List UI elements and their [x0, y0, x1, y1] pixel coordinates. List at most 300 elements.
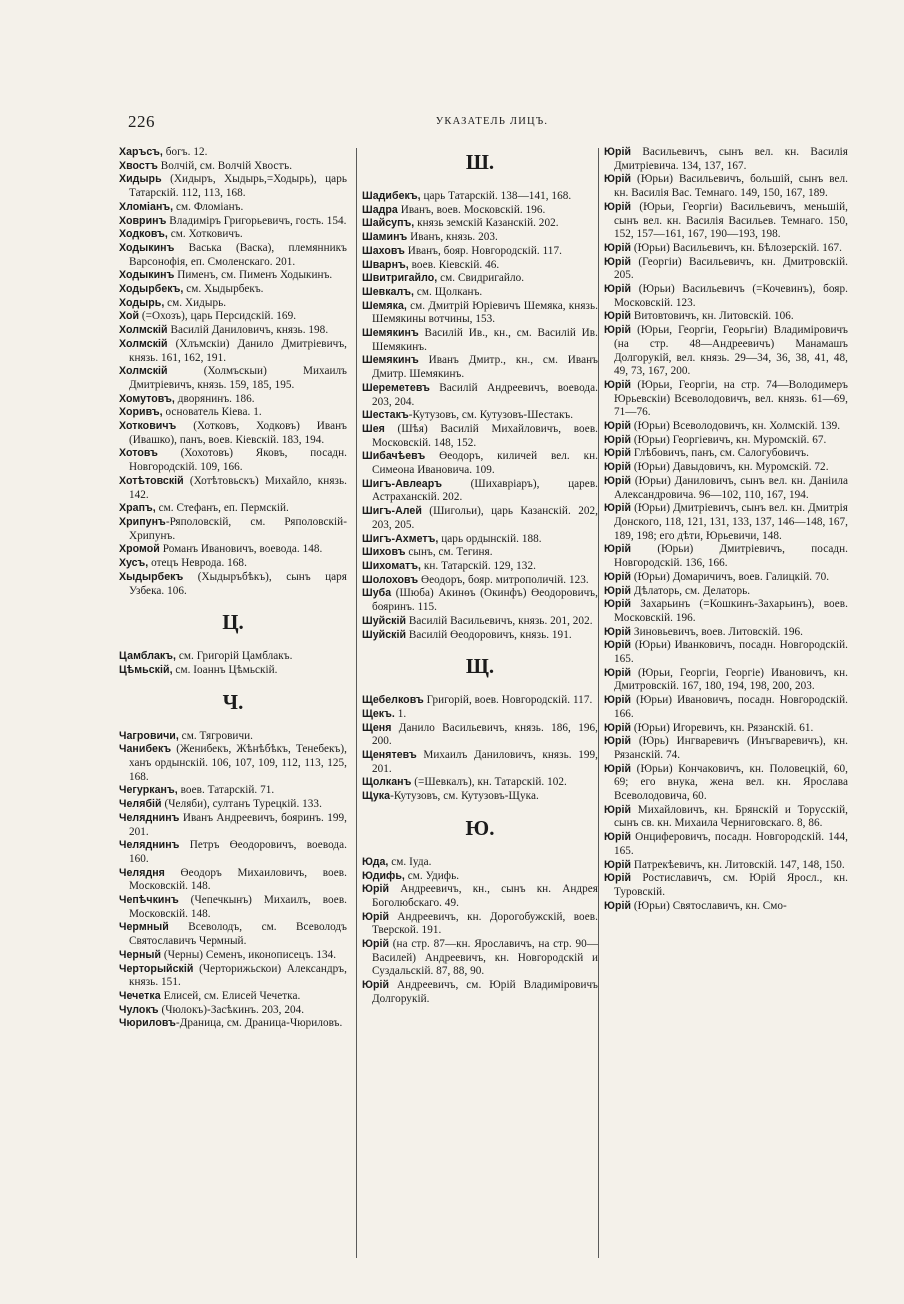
- entry-headword: Холмскій: [119, 337, 168, 350]
- index-entry: [362, 615, 598, 629]
- entry-text: Өеодоръ, бояр. митрополичій. 123.: [418, 573, 589, 586]
- entry-text: (Хлъмскіи) Данило Дмитріевичъ, князь. 161, 162, 191.: [129, 337, 347, 364]
- index-entry: [119, 310, 347, 324]
- entry-text: кн. Татарскій. 129, 132.: [421, 559, 536, 572]
- entry-headword: Шадибекъ,: [362, 190, 421, 202]
- index-entry: [119, 784, 347, 798]
- entry-headword: Юрій: [604, 255, 632, 268]
- entry-headword: Шаховъ: [362, 244, 405, 257]
- index-entry: [119, 173, 347, 200]
- entry-text: см. Дмитрій Юріевичъ Шемяка, князь. Шемякины вотчины, 153.: [372, 299, 598, 326]
- entry-text: Иванъ, воев. Московскій. 196.: [397, 203, 546, 216]
- index-entry: [362, 629, 598, 643]
- entry-headword: Челядня: [119, 866, 165, 879]
- entry-text: (Шихавріаръ), царев. Астраханскій. 202.: [372, 477, 598, 504]
- index-column-1: [119, 146, 347, 1274]
- section-letter: Ю.: [465, 815, 495, 840]
- entry-text: Василій Ив., кн., см. Василій Ив. Шемякинъ.: [372, 327, 598, 353]
- entry-text: Романъ Ивановичъ, воевода. 148.: [159, 543, 323, 556]
- index-entry: [604, 201, 848, 242]
- column-divider: [598, 148, 599, 1258]
- entry-headword: Храпъ,: [119, 502, 156, 515]
- index-entry: [362, 911, 598, 938]
- index-entry: [119, 664, 347, 678]
- entry-headword: Юрій: [604, 474, 632, 487]
- index-entry: [119, 730, 347, 744]
- index-entry: [362, 560, 598, 574]
- index-entry: [604, 475, 848, 502]
- index-entry: [362, 231, 598, 245]
- entry-text: (Шѣя) Василій Михайловичъ, воев. Московскій. 148, 152.: [372, 422, 598, 449]
- index-entry: [604, 900, 848, 914]
- entry-text: Иванъ Дмитр., кн., см. Иванъ Дмитр. Шемякинъ.: [372, 354, 598, 381]
- index-entry: [604, 722, 848, 736]
- entry-text: царь ордынскій. 188.: [438, 532, 542, 545]
- entry-headword: Хусъ,: [119, 557, 149, 570]
- entry-text: Василій Даниловичъ, князь. 198.: [167, 324, 329, 337]
- entry-text: царь Татарскій. 138—141, 168.: [420, 190, 572, 202]
- entry-text: (Хотковъ, Ходковъ) Иванъ (Ивашко), панъ, воев. Кіевскій. 183, 194.: [129, 420, 347, 446]
- entry-text: Григорій, воев. Новгородскій. 117.: [423, 694, 593, 707]
- entry-text: Волчій, см. Волчій Хвостъ.: [157, 159, 293, 172]
- entry-text: Зиновьевичъ, воев. Литовскій. 196.: [631, 625, 803, 638]
- entry-headword: Чегурканъ,: [119, 784, 178, 797]
- entry-headword: Юрій: [604, 420, 632, 433]
- index-entry: [604, 379, 848, 420]
- entry-text: сынъ, см. Тегиня.: [405, 546, 493, 559]
- entry-text: см. Хидырь.: [164, 296, 227, 309]
- index-entry: [362, 272, 598, 286]
- entry-text: см. Іоаннъ Цѣмьскій.: [172, 663, 278, 676]
- index-entry: [604, 859, 848, 873]
- index-entry: [119, 516, 347, 543]
- index-entry: [362, 245, 598, 259]
- entry-headword: Юда,: [362, 855, 389, 868]
- entry-headword: Ходыкинъ: [119, 269, 175, 282]
- entry-headword: Челяднинъ: [119, 811, 180, 824]
- index-entry: [362, 790, 598, 804]
- entry-text: (Чюлокъ)-Засѣкинъ. 203, 204.: [158, 1003, 305, 1016]
- index-entry: [119, 1004, 347, 1018]
- entry-text: (Шюба) Акинөъ (Окинфъ) Өеодоровичъ, бояринъ. 115.: [372, 587, 598, 614]
- index-entry: [604, 434, 848, 448]
- index-entry: [604, 872, 848, 899]
- entry-headword: Цамблакъ,: [119, 650, 177, 663]
- entry-text: см. Григорій Цамблакъ.: [176, 650, 293, 663]
- index-entry: [119, 420, 347, 447]
- index-entry: [119, 283, 347, 297]
- entry-text: Өеодоръ Михаиловичъ, воев. Московскій. 148.: [129, 866, 347, 893]
- entry-text: Васильевичъ, сынъ вел. кн. Василія Дмитріевича. 134, 137, 167.: [614, 146, 848, 172]
- index-entry: [604, 283, 848, 310]
- index-entry: [362, 856, 598, 870]
- entry-headword: Юрій: [604, 447, 632, 460]
- entry-headword: Юрій: [604, 584, 632, 597]
- entry-text: см. Хыдырбекъ.: [183, 283, 264, 296]
- entry-headword: Чулокъ: [119, 1003, 159, 1016]
- index-entry: [604, 571, 848, 585]
- entry-text: (Юрьи, Георгіи, Георгіе) Ивановичъ, кн. Дмитровскій. 167, 180, 194, 198, 200, 203.: [614, 666, 848, 693]
- entry-headword: Шемяка,: [362, 299, 407, 312]
- entry-text: Андреевичъ, кн., сынъ кн. Андрея Боголюбскаго. 49.: [372, 883, 598, 909]
- index-entry: [362, 574, 598, 588]
- index-entry: [119, 743, 347, 784]
- entry-text: Онциферовичъ, посадн. Новгородскій. 144, 165.: [614, 831, 848, 857]
- index-column-3: [604, 146, 848, 1274]
- index-entry: [119, 242, 347, 269]
- entry-text: Васька (Васка), племянникъ Варсонофія, еп. Смоленскаго. 201.: [129, 241, 347, 268]
- index-entry: [362, 708, 598, 722]
- entry-text: (Юрьи) Кончаковичъ, кн. Половецкій, 60, 69; его внука, жена вел. кн. Ярослава Всеволодовича, 60.: [614, 762, 848, 803]
- entry-headword: Шибачѣевъ: [362, 450, 426, 463]
- page-number: 226: [128, 112, 155, 131]
- index-entry: [362, 300, 598, 327]
- entry-headword: Черный: [119, 948, 162, 961]
- entry-text: 1.: [394, 707, 407, 720]
- entry-headword: Юрій: [604, 543, 632, 556]
- index-entry: [604, 585, 848, 599]
- entry-headword: Черторыйскій: [119, 962, 194, 975]
- entry-text: (Юрьи) Давыдовичъ, кн. Муромскій. 72.: [631, 461, 829, 474]
- entry-headword: Щенятевъ: [362, 749, 417, 762]
- entry-headword: Юрій: [604, 872, 632, 885]
- entry-text: Владиміръ Григорьевичъ, гость. 154.: [166, 214, 347, 227]
- entry-text: князь земскій Казанскій. 202.: [414, 217, 559, 230]
- entry-text: (Черторижьскои) Александръ, князь. 151.: [129, 962, 347, 989]
- entry-text: см. Хотковичъ.: [167, 228, 243, 241]
- entry-text: (Хотѣтовьскъ) Михайло, князь. 142.: [129, 474, 347, 501]
- index-entry: [362, 694, 598, 708]
- index-entry: [362, 938, 598, 979]
- index-entry: [362, 505, 598, 532]
- entry-headword: Челяднинъ: [119, 839, 180, 852]
- index-entry: [362, 587, 598, 614]
- entry-headword: Шигъ-Ахметъ,: [362, 532, 439, 545]
- index-entry: [119, 393, 347, 407]
- entry-headword: Юрій: [604, 570, 632, 583]
- index-entry: [362, 409, 598, 423]
- index-entry: [119, 475, 347, 502]
- entry-headword: Шадра: [362, 203, 398, 216]
- entry-text: Патрекѣевичъ, кн. Литовскій. 147, 148, 150.: [631, 858, 845, 871]
- index-entry: [604, 626, 848, 640]
- entry-headword: Шуба: [362, 587, 392, 600]
- index-entry: [604, 461, 848, 475]
- index-entry: [604, 173, 848, 200]
- index-entry: [119, 571, 347, 598]
- entry-headword: Юрій: [362, 938, 390, 951]
- entry-text: Глѣбовичъ, панъ, см. Салогубовичъ.: [631, 447, 809, 460]
- index-entry: [119, 215, 347, 229]
- entry-headword: Юрій: [604, 762, 632, 775]
- entry-text: (Юрьи) Дмитріевичъ, посадн. Новгородскій. 136, 166.: [614, 543, 848, 570]
- entry-headword: Хотѣтовскій: [119, 474, 184, 487]
- entry-headword: Шайсупъ,: [362, 217, 415, 230]
- entry-text: (=Шевкалъ), кн. Татарскій. 102.: [411, 776, 567, 789]
- index-entry: [604, 667, 848, 694]
- index-entry: [362, 478, 598, 505]
- entry-text: см. Удифь.: [404, 869, 460, 882]
- entry-headword: Юрій: [604, 803, 632, 816]
- index-entry: [604, 598, 848, 625]
- entry-text: воев. Кіевскій. 46.: [408, 258, 500, 271]
- index-entry: [604, 447, 848, 461]
- entry-headword: Хромой: [119, 543, 160, 556]
- entry-headword: Юрій: [604, 283, 632, 296]
- entry-text: (Юрьи, Георгіи, на стр. 74—Володимеръ Юрьевскіи) Всеволодовичъ, вел. князь. 61—69, 71—76.: [614, 378, 848, 419]
- entry-headword: Юрій: [362, 883, 390, 896]
- entry-text: Данило Васильевичъ, князь. 186, 196, 200.: [372, 721, 598, 748]
- entry-headword: Харъсъ,: [119, 146, 163, 158]
- index-entry: [119, 963, 347, 990]
- entry-headword: Юрій: [604, 200, 632, 213]
- index-entry: [362, 533, 598, 547]
- entry-headword: Чагровичи,: [119, 729, 179, 742]
- index-entry: [362, 776, 598, 790]
- entry-headword: Хидырь: [119, 173, 162, 186]
- index-entry: [119, 894, 347, 921]
- entry-headword: Хрипунъ: [119, 515, 166, 528]
- entry-headword: Хотковичъ: [119, 420, 177, 433]
- entry-headword: Юрій: [604, 502, 632, 515]
- entry-text: дворянинъ. 186.: [174, 392, 255, 405]
- index-entry: [119, 543, 347, 557]
- entry-text: отецъ Неврода. 168.: [148, 557, 247, 570]
- index-entry: [604, 310, 848, 324]
- index-entry: [362, 217, 598, 231]
- entry-headword: Шуйскій: [362, 628, 407, 641]
- index-entry: [119, 406, 347, 420]
- index-entry: [362, 870, 598, 884]
- entry-text: (Юрьи) Даниловичъ, сынъ вел. кн. Даніила Александровича. 96—102, 110, 167, 194.: [614, 474, 848, 501]
- entry-headword: Юрій: [604, 461, 632, 474]
- entry-headword: Ходырь,: [119, 296, 165, 309]
- index-entry: [604, 146, 848, 173]
- index-entry: [119, 447, 347, 474]
- index-entry: [362, 546, 598, 560]
- index-entry: [604, 324, 848, 379]
- entry-headword: Цѣмьскій,: [119, 663, 173, 676]
- index-entry: [119, 990, 347, 1004]
- entry-headword: Щука: [362, 790, 391, 803]
- entry-text: -Кутузовъ, см. Кутузовъ-Щука.: [390, 790, 539, 803]
- entry-headword: Щекъ.: [362, 707, 395, 720]
- index-entry: [604, 639, 848, 666]
- entry-text: (Юрьи) Ивановичъ, посадн. Новгородскій. 166.: [614, 694, 848, 720]
- index-entry: [604, 763, 848, 804]
- entry-headword: Хыдырбекъ: [119, 570, 184, 583]
- index-entry: [362, 450, 598, 477]
- index-entry: [119, 1017, 347, 1031]
- entry-headword: Ходырбекъ,: [119, 283, 184, 296]
- entry-headword: Ходковъ,: [119, 228, 168, 241]
- entry-headword: Юрій: [604, 378, 632, 391]
- entry-headword: Хомутовъ,: [119, 392, 175, 405]
- index-entry: [604, 804, 848, 831]
- entry-headword: Юрій: [604, 324, 632, 337]
- index-entry: [119, 160, 347, 174]
- entry-headword: Хвостъ: [119, 159, 158, 172]
- index-entry: [119, 297, 347, 311]
- entry-text: (Юрьи) Всеволодовичъ, кн. Холмскій. 139.: [631, 420, 841, 433]
- index-entry: [119, 867, 347, 894]
- entry-text: (=Охозъ), царь Персидскій. 169.: [139, 310, 297, 323]
- entry-headword: Чермный: [119, 921, 169, 934]
- entry-headword: Юрій: [604, 639, 632, 652]
- entry-text: (Холмъскыи) Михаилъ Дмитріевичъ, князь. 159, 185, 195.: [129, 365, 347, 391]
- entry-text: (Чепечкынъ) Михаилъ, воев. Московскій. 148.: [129, 894, 347, 920]
- entry-text: (Юрьи) Васильевичъ (=Кочевинъ), бояр. Московскій. 123.: [614, 283, 848, 309]
- index-entry: [119, 650, 347, 664]
- entry-headword: Шереметевъ: [362, 381, 430, 394]
- index-entry: [119, 324, 347, 338]
- entry-headword: Холмскій: [119, 324, 168, 337]
- index-entry: [119, 921, 347, 948]
- entry-headword: Ходыкинъ: [119, 241, 175, 254]
- entry-headword: Юрій: [362, 910, 390, 923]
- entry-text: см. Стефанъ, еп. Пермскій.: [155, 502, 289, 515]
- entry-text: см. Іуда.: [388, 855, 432, 868]
- entry-text: Елисей, см. Елисей Чечетка.: [160, 989, 301, 1002]
- entry-headword: Юрій: [604, 625, 632, 638]
- section-letter: Ш.: [465, 150, 495, 174]
- entry-text: Василій Өеодоровичъ, князь. 191.: [406, 628, 572, 641]
- entry-headword: Юрій: [604, 666, 632, 679]
- entry-headword: Юрій: [604, 310, 632, 323]
- entry-headword: Юрій: [604, 735, 632, 748]
- entry-headword: Шиховъ: [362, 546, 406, 559]
- entry-headword: Шварнъ,: [362, 258, 409, 271]
- index-entry: [119, 798, 347, 812]
- section-letter: Щ.: [465, 654, 495, 679]
- entry-text: (Хидыръ, Хыдырь,=Ходырь), царь Татарскій. 112, 113, 168.: [129, 173, 347, 200]
- entry-headword: Хотовъ: [119, 447, 158, 460]
- entry-text: (Георгіи) Васильевичъ, кн. Дмитровскій. 205.: [614, 255, 848, 282]
- entry-headword: Швитригайло,: [362, 272, 438, 285]
- entry-headword: Шея: [362, 422, 385, 435]
- index-entry: [362, 204, 598, 218]
- index-entry: [119, 338, 347, 365]
- entry-headword: Юрій: [604, 721, 632, 734]
- index-entry: [119, 839, 347, 866]
- entry-headword: Шемякинъ: [362, 327, 419, 340]
- entry-headword: Шевкалъ,: [362, 285, 415, 298]
- column-divider: [356, 148, 357, 1258]
- entry-text: Петръ Өеодоровичъ, воевода. 160.: [129, 839, 347, 865]
- entry-headword: Хой: [119, 310, 140, 323]
- index-entry: [119, 812, 347, 839]
- entry-headword: Юрій: [604, 899, 632, 912]
- index-entry: [362, 979, 598, 1006]
- index-entry: [119, 557, 347, 571]
- entry-headword: Юрій: [604, 598, 632, 611]
- entry-text: (Юрь) Ингваревичъ (Инъгваревичъ), кн. Рязанскій. 74.: [614, 735, 848, 761]
- entry-text: воев. Татарскій. 71.: [177, 784, 275, 797]
- entry-text: Иванъ, бояр. Новгородскій. 117.: [404, 244, 562, 257]
- index-column-2: [362, 146, 598, 1274]
- entry-text: Андреевичъ, кн. Дорогобужскій, воев. Тверской. 191.: [372, 910, 598, 937]
- entry-headword: Чюриловъ: [119, 1017, 176, 1030]
- index-entry: [119, 949, 347, 963]
- entry-headword: Щеня: [362, 721, 392, 734]
- entry-text: -Драница, см. Драница-Чюриловъ.: [175, 1017, 343, 1030]
- entry-text: Дѣлаторь, см. Делаторь.: [631, 584, 751, 597]
- entry-headword: Шихоматъ,: [362, 559, 422, 572]
- entry-headword: Ховринъ: [119, 214, 167, 227]
- entry-text: (Юрьи) Игоревичъ, кн. Рязанскій. 61.: [631, 721, 814, 734]
- entry-text: Иванъ, князь. 203.: [407, 231, 498, 244]
- entry-text: Пименъ, см. Пименъ Ходыкинъ.: [174, 269, 333, 282]
- entry-text: (Юрьи) Васильевичъ, кн. Бѣлозерскій. 167.: [631, 241, 843, 254]
- entry-text: Өеодоръ, киличей вел. кн. Симеона Ивановича. 109.: [372, 450, 598, 477]
- entry-text: Всеволодъ, см. Всеволодъ Святославичъ Чермный.: [129, 921, 347, 948]
- entry-headword: Юрій: [604, 241, 632, 254]
- entry-text: (Шигольи), царь Казанскій. 202, 203, 205.: [372, 505, 598, 531]
- entry-headword: Юрій: [604, 146, 632, 158]
- entry-headword: Юрій: [604, 433, 632, 446]
- entry-text: (Юрьи, Георгіи) Васильевичъ, меньшій, сынъ вел. кн. Василія Васильев. Темнаго. 150, 152, 157—161, 167, 190—193, 198.: [614, 200, 848, 241]
- entry-text: Михайловичъ, кн. Брянскій и Торусскій, сынъ св. кн. Михаила Черниговскаго. 8, 86.: [614, 803, 848, 830]
- entry-text: (Хыдыръбѣкъ), сынъ царя Узбека. 106.: [129, 570, 347, 597]
- entry-text: (Юрьи) Святославичъ, кн. Смо-: [631, 899, 787, 912]
- entry-text: см. Свидригайло.: [437, 272, 525, 285]
- entry-text: (Юрьи) Васильевичъ, большій, сынъ вел. кн. Василія Вас. Темнаго. 149, 150, 167, 189.: [614, 173, 848, 200]
- index-entry: [362, 749, 598, 776]
- entry-text: Михаилъ Даниловичъ, князь. 199, 201.: [372, 749, 598, 775]
- entry-headword: Юрій: [604, 694, 632, 707]
- entry-text: Василій Васильевичъ, князь. 201, 202.: [406, 614, 593, 627]
- entry-text: Захарьинъ (=Кошкинъ-Захарьинъ), воев. Московскій. 196.: [614, 598, 848, 624]
- entry-text: (Челяби), султанъ Турецкій. 133.: [161, 798, 322, 811]
- entry-text: Андреевичъ, см. Юрій Владиміровичъ Долгорукій.: [372, 979, 598, 1005]
- index-entry: [604, 694, 848, 721]
- section-letter: Ч.: [222, 689, 244, 714]
- index-entry: [119, 365, 347, 392]
- entry-text: см. Щолканъ.: [414, 285, 483, 298]
- entry-headword: Шемякинъ: [362, 354, 419, 367]
- entry-headword: Чанибекъ: [119, 743, 172, 756]
- index-entry: [119, 201, 347, 215]
- entry-headword: Чечетка: [119, 989, 161, 1002]
- entry-text: (Юрьи) Дмитріевичъ, сынъ вел. кн. Дмитрія Донского, 118, 121, 131, 133, 137, 146—148, 167, 189, 198; его дѣти, Юрьевичи, 148.: [614, 502, 848, 542]
- entry-text: (Черны) Семенъ, иконописецъ. 134.: [161, 948, 337, 961]
- index-entry: [362, 722, 598, 749]
- entry-text: (на стр. 87—кн. Ярославичъ, на стр. 90—Василей) Андреевичъ, кн. Новгородскій и Суздальскій. 87, 88, 90.: [372, 938, 598, 978]
- index-entry: [604, 420, 848, 434]
- section-letter: Ц.: [222, 610, 244, 635]
- index-entry: [362, 382, 598, 409]
- index-entry: [362, 423, 598, 450]
- index-entry: [604, 502, 848, 543]
- index-entry: [119, 146, 347, 160]
- entry-text: (Юрьи) Домаричичъ, воев. Галицкій. 70.: [631, 570, 830, 583]
- entry-text: основатель Кіева. 1.: [162, 406, 262, 419]
- entry-headword: Холмскій: [119, 365, 168, 378]
- entry-headword: Шигъ-Авлеаръ: [362, 477, 443, 490]
- index-entry: [362, 354, 598, 381]
- entry-headword: Юдифь,: [362, 869, 405, 882]
- entry-headword: Юрій: [362, 979, 390, 992]
- entry-headword: Челябій: [119, 798, 162, 811]
- entry-headword: Щебелковъ: [362, 694, 424, 707]
- index-entry: [362, 327, 598, 354]
- index-entry: [604, 242, 848, 256]
- index-entry: [362, 259, 598, 273]
- entry-text: см. Фломіанъ.: [173, 200, 244, 213]
- entry-headword: Юрій: [604, 858, 632, 871]
- index-entry: [119, 228, 347, 242]
- index-entry: [362, 883, 598, 910]
